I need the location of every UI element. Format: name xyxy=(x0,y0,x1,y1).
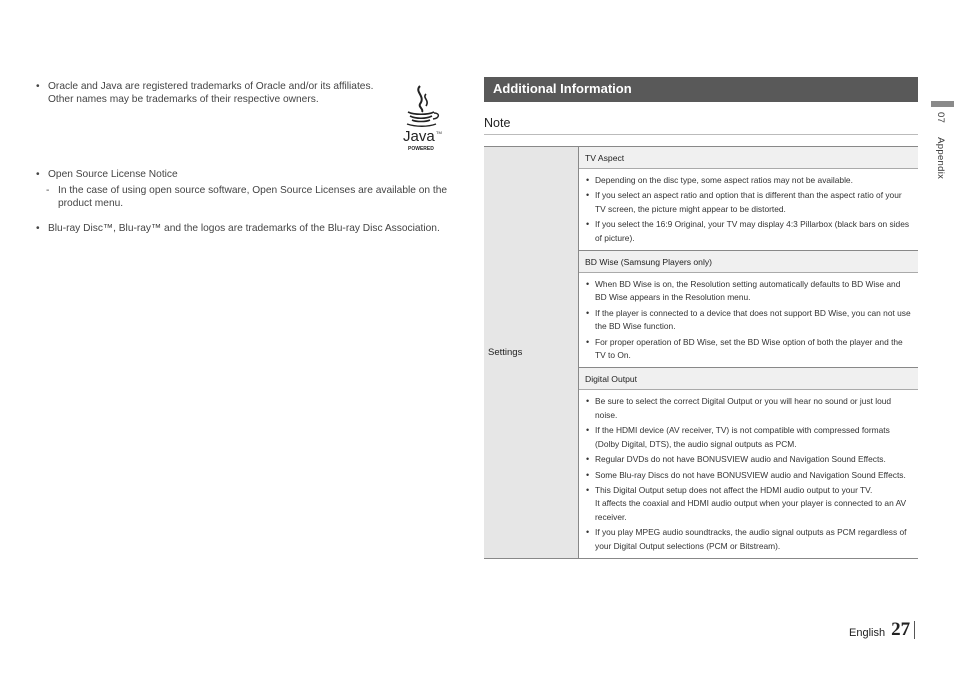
table-row-tv-aspect-head xyxy=(484,147,918,169)
trademark-text xyxy=(48,80,373,106)
bullet-list xyxy=(585,174,914,245)
row-title-digital-output: Digital Output xyxy=(579,368,919,390)
row-body-tv-aspect xyxy=(579,169,919,251)
chapter-tab-marker xyxy=(931,101,954,107)
chapter-number: 07 xyxy=(935,112,946,124)
java-powered-logo-icon xyxy=(398,82,446,154)
java-tm: TM xyxy=(436,130,442,135)
oss-subnote-text: In the case of using open source software, Open Source Licenses are available on the product menu. xyxy=(58,185,448,209)
row-title-bd-wise: BD Wise (Samsung Players only) xyxy=(579,251,919,273)
dash-mark: - xyxy=(46,185,50,196)
page-footer xyxy=(849,621,915,639)
row-body-digital-output xyxy=(579,390,919,558)
bullet-dot: • xyxy=(36,169,40,180)
note-heading: Note xyxy=(484,116,918,135)
bullet-list xyxy=(585,395,914,552)
list-item: • If the player is connected to a device that does not support BD Wise, you can not use the BD Wise function. xyxy=(585,307,914,334)
list-item: • If the HDMI device (AV receiver, TV) is not compatible with compressed formats (Dolby Digital, DTS), the audio signal outputs as PCM. xyxy=(585,424,914,451)
oss-subnote xyxy=(36,184,466,210)
oss-title: Open Source License Notice xyxy=(48,169,178,180)
note-table xyxy=(484,146,918,559)
chapter-side-label xyxy=(935,112,946,179)
page-number: 27 xyxy=(891,621,915,639)
list-item: • If you select an aspect ratio and option that is different than the aspect ratio of your TV screen, the picture might appear to be distorted. xyxy=(585,189,914,216)
bluray-text: Blu-ray Disc™, Blu-ray™ and the logos are trademarks of the Blu-ray Disc Association. xyxy=(48,223,440,234)
oss-notice xyxy=(36,168,456,181)
chapter-name: Appendix xyxy=(935,137,946,180)
list-item-line-2: It affects the coaxial and HDMI audio output when your player is connected to an AV receiver. xyxy=(595,498,907,522)
bluray-trademark xyxy=(36,222,456,235)
bullet-dot: • xyxy=(36,223,40,234)
java-powered: POWERED xyxy=(408,146,434,152)
list-item-line-1: This Digital Output setup does not affect the HDMI audio output to your TV. xyxy=(595,484,873,495)
bullet-list xyxy=(585,278,914,362)
list-item: • Be sure to select the correct Digital Output or you will hear no sound or just loud noise. xyxy=(585,395,914,422)
footer-language: English xyxy=(849,627,886,639)
row-body-bd-wise xyxy=(579,273,919,368)
trademark-line-1: Oracle and Java are registered trademarks of Oracle and/or its affiliates. xyxy=(48,81,374,92)
list-item: • If you play MPEG audio soundtracks, the audio signal outputs as PCM regardless of your Digital Output selections (PCM or Bitstream). xyxy=(585,526,914,553)
list-item: • Regular DVDs do not have BONUSVIEW audio and Navigation Sound Effects. xyxy=(585,453,914,466)
java-wordmark: Java xyxy=(403,128,435,145)
list-item: • For proper operation of BD Wise, set the BD Wise option of both the player and the TV to On. xyxy=(585,336,914,363)
settings-category-cell: Settings xyxy=(484,147,579,559)
row-title-tv-aspect: TV Aspect xyxy=(579,147,919,169)
section-header: Additional Information xyxy=(484,77,918,102)
trademark-line-2: Other names may be trademarks of their respective owners. xyxy=(48,94,319,105)
list-item: • Depending on the disc type, some aspect ratios may not be available. xyxy=(585,174,914,187)
list-item: • When BD Wise is on, the Resolution setting automatically defaults to BD Wise and BD Wise appears in the Resolution menu. xyxy=(585,278,914,305)
bullet-dot: • xyxy=(36,81,40,92)
trademark-note xyxy=(36,80,386,106)
list-item: • If you select the 16:9 Original, your TV may display 4:3 Pillarbox (black bars on sides of picture). xyxy=(585,218,914,245)
list-item xyxy=(585,484,914,524)
list-item: • Some Blu-ray Discs do not have BONUSVIEW audio and Navigation Sound Effects. xyxy=(585,469,914,482)
